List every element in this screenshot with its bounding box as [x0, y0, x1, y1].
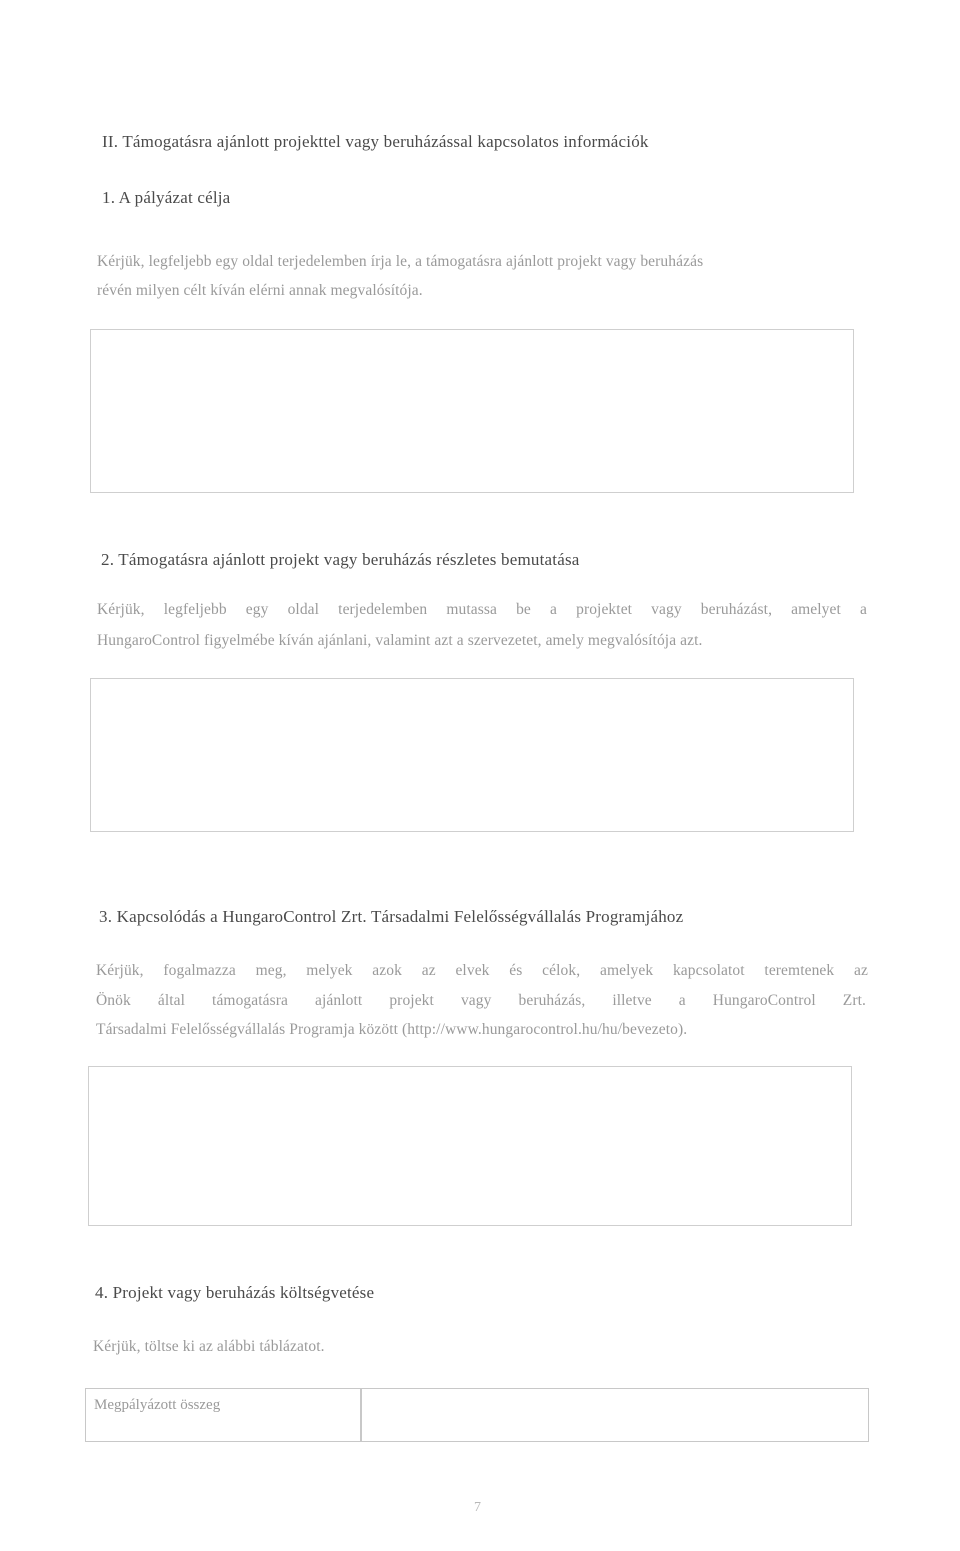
- section-4-heading: 4. Projekt vagy beruházás költségvetése: [95, 1283, 375, 1302]
- section-1-instruction-line-1: Kérjük, legfeljebb egy oldal terjedelemben írja le, a támogatásra ajánlott projekt vagy beruházás: [97, 253, 704, 270]
- section-3-instruction-line-1: Kérjük, fogalmazza meg, melyek azok az elvek és célok, amelyek kapcsolatot teremtenek az: [96, 962, 868, 979]
- section-3-instruction-line-2: Önök által támogatásra ajánlott projekt vagy beruházás, illetve a HungaroControl Zrt.: [96, 992, 866, 1009]
- section-1-answer-box[interactable]: [90, 329, 854, 493]
- section-3-heading: 3. Kapcsolódás a HungaroControl Zrt. Társadalmi Felelősségvállalás Programjához: [99, 907, 684, 926]
- budget-value-cell[interactable]: [360, 1388, 869, 1442]
- section-2-answer-box[interactable]: [90, 678, 854, 832]
- budget-label-cell: [85, 1388, 362, 1442]
- page-number: 7: [474, 1500, 481, 1515]
- section-1-instruction-line-2: révén milyen célt kíván elérni annak megvalósítója.: [97, 282, 423, 299]
- section-3-answer-box[interactable]: [88, 1066, 852, 1226]
- section-2-instruction-line-1: Kérjük, legfeljebb egy oldal terjedelemben mutassa be a projektet vagy beruházást, amelyet a: [97, 601, 867, 618]
- section-3-instruction-line-3: Társadalmi Felelősségvállalás Programja között (http://www.hungarocontrol.hu/hu/bevezeto).: [96, 1021, 688, 1038]
- section-title: II. Támogatásra ajánlott projekttel vagy beruházással kapcsolatos információk: [102, 132, 649, 151]
- budget-label: Megpályázott összeg: [94, 1397, 221, 1413]
- section-1-heading: 1. A pályázat célja: [102, 188, 231, 207]
- section-2-heading: 2. Támogatásra ajánlott projekt vagy beruházás részletes bemutatása: [101, 550, 580, 569]
- section-4-instruction-line-1: Kérjük, töltse ki az alábbi táblázatot.: [93, 1338, 325, 1355]
- section-2-instruction-line-2: HungaroControl figyelmébe kíván ajánlani, valamint azt a szervezetet, amely megvalósítója azt.: [97, 632, 703, 649]
- budget-table: [85, 1388, 869, 1442]
